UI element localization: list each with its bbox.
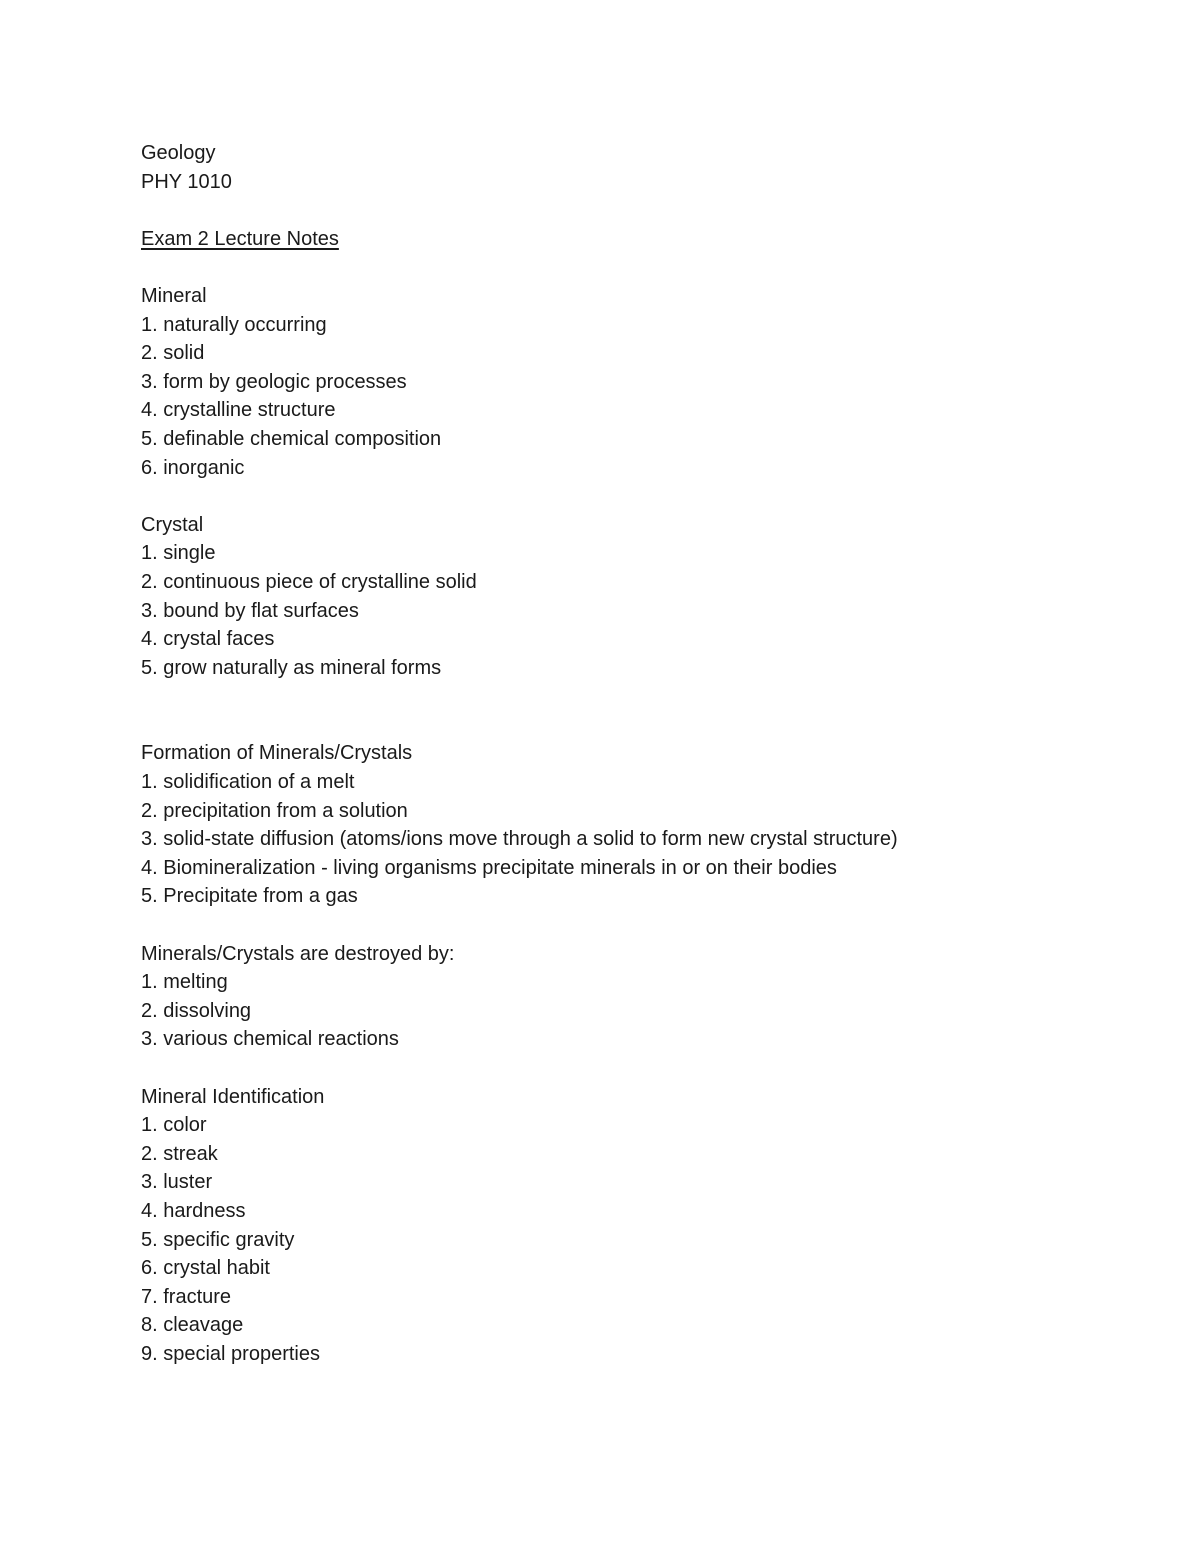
list-item: 1. melting	[141, 971, 228, 994]
section-mineral-identification	[141, 1083, 1141, 1369]
crystal-list	[141, 539, 1141, 682]
list-item: 4. crystal faces	[141, 628, 275, 651]
section-mineral	[141, 282, 1141, 482]
spacer	[141, 682, 1141, 739]
list-item: 8. cleavage	[141, 1314, 244, 1337]
list-item: 4. crystalline structure	[141, 399, 336, 422]
list-item: 9. special properties	[141, 1342, 320, 1365]
section-heading: Mineral Identification	[141, 1085, 325, 1108]
section-formation	[141, 739, 1141, 911]
spacer	[141, 911, 1141, 940]
list-item: 2. streak	[141, 1142, 218, 1165]
spacer	[141, 482, 1141, 511]
list-item: 3. solid-state diffusion (atoms/ions move through a solid to form new crystal structure)	[141, 828, 898, 851]
section-heading: Minerals/Crystals are destroyed by:	[141, 942, 455, 965]
section-heading: Crystal	[141, 513, 204, 536]
list-item: 6. inorganic	[141, 456, 245, 479]
list-item: 6. crystal habit	[141, 1257, 270, 1280]
list-item: 2. solid	[141, 342, 205, 365]
document-body	[141, 139, 1141, 1369]
list-item: 1. naturally occurring	[141, 313, 327, 336]
section-heading: Formation of Minerals/Crystals	[141, 742, 413, 765]
section-crystal	[141, 511, 1141, 683]
formation-list	[141, 768, 1141, 911]
list-item: 4. Biomineralization - living organisms precipitate minerals in or on their bodies	[141, 856, 837, 879]
subject-line: Geology	[141, 142, 216, 164]
spacer	[141, 253, 1141, 282]
list-item: 2. continuous piece of crystalline solid	[141, 570, 477, 593]
list-item: 3. luster	[141, 1171, 213, 1194]
list-item: 1. color	[141, 1114, 207, 1137]
list-item: 3. form by geologic processes	[141, 370, 407, 393]
list-item: 5. grow naturally as mineral forms	[141, 656, 442, 679]
identification-list	[141, 1111, 1141, 1368]
list-item: 1. single	[141, 542, 216, 565]
list-item: 1. solidification of a melt	[141, 771, 355, 794]
mineral-list	[141, 311, 1141, 483]
destroyed-by-list	[141, 968, 1141, 1054]
section-destroyed-by	[141, 940, 1141, 1054]
list-item: 3. various chemical reactions	[141, 1028, 399, 1051]
list-item: 5. specific gravity	[141, 1228, 295, 1251]
spacer	[141, 196, 1141, 225]
list-item: 5. definable chemical composition	[141, 427, 442, 450]
list-item: 3. bound by flat surfaces	[141, 599, 359, 622]
list-item: 7. fracture	[141, 1285, 232, 1308]
document-title: Exam 2 Lecture Notes	[141, 227, 339, 250]
list-item: 4. hardness	[141, 1199, 246, 1222]
list-item: 2. dissolving	[141, 999, 252, 1022]
course-line: PHY 1010	[141, 170, 232, 193]
list-item: 2. precipitation from a solution	[141, 799, 408, 822]
list-item: 5. Precipitate from a gas	[141, 885, 358, 908]
spacer	[141, 1054, 1141, 1083]
section-heading: Mineral	[141, 284, 207, 307]
